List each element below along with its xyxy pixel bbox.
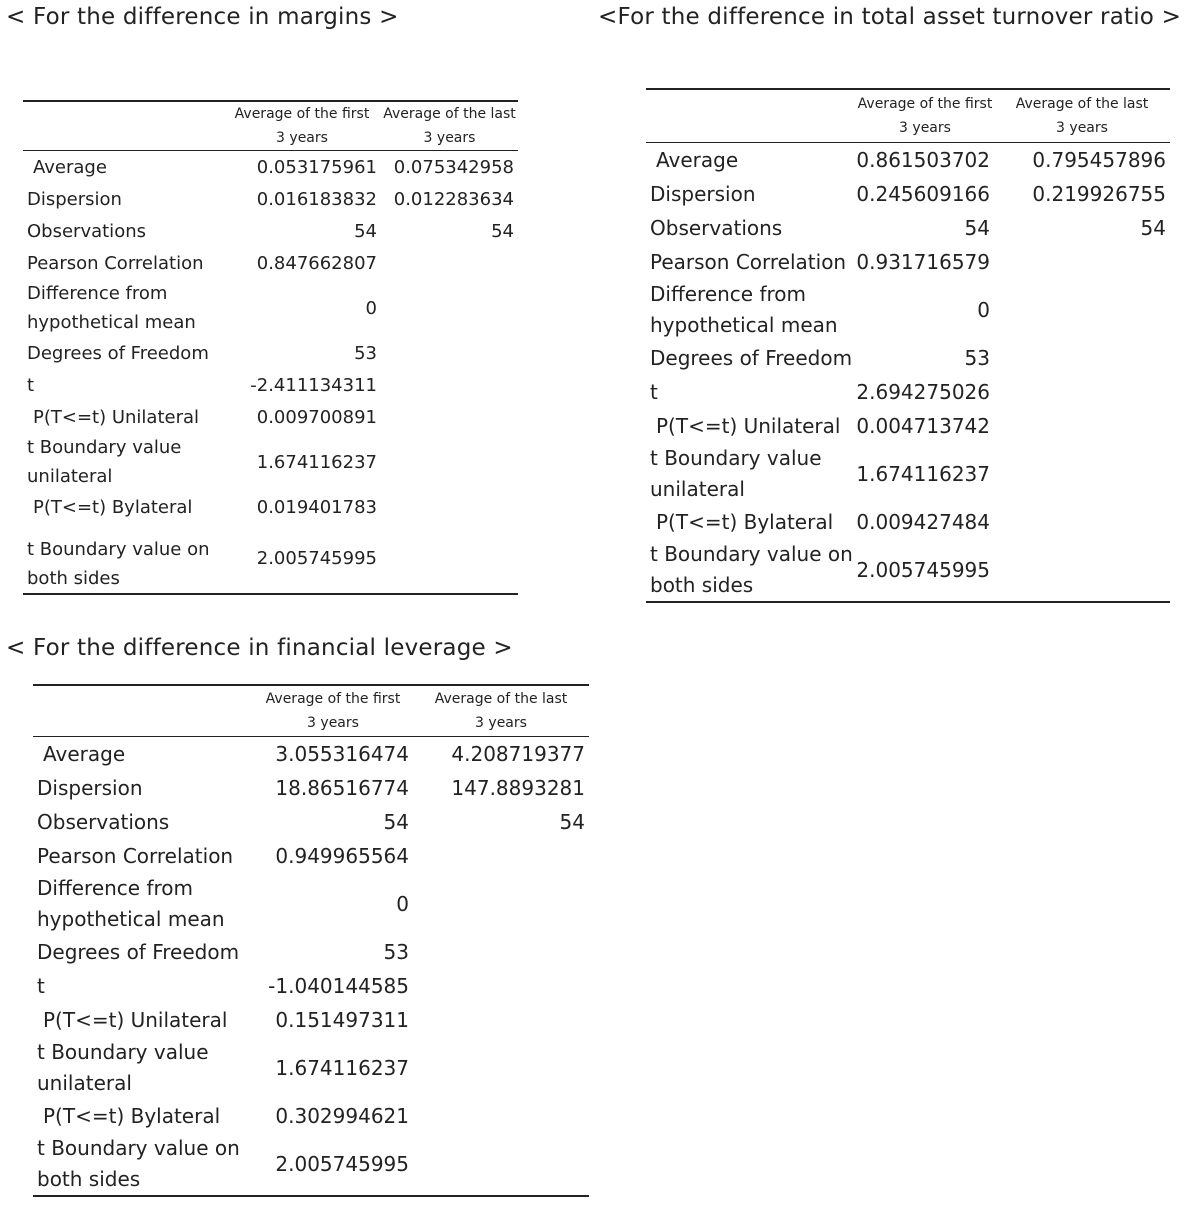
dof-value-last (413, 935, 589, 969)
diff-hyp-value-last (413, 873, 589, 935)
p-unilateral-value-first: 0.004713742 (856, 413, 990, 438)
row-t-boundary-both (33, 1133, 589, 1196)
observations-value-first: 54 (383, 809, 409, 834)
p-bylateral-value-first: 0.009427484 (856, 509, 990, 534)
row-observations (23, 215, 518, 247)
diff-hyp-label: Difference from hypothetical mean (650, 282, 838, 337)
average-value-first: 0.861503702 (856, 147, 990, 172)
row-average (23, 151, 518, 184)
dof-label: Degrees of Freedom (650, 345, 853, 370)
dispersion-value-first: 18.86516774 (275, 775, 409, 800)
diff-hyp-value-first: 0 (365, 297, 377, 319)
row-t (33, 969, 589, 1003)
row-average (33, 737, 589, 772)
header-last-3-years: Average of the last 3 years (434, 691, 568, 731)
row-observations (646, 211, 1170, 245)
observations-value-last: 54 (1140, 215, 1166, 240)
heading-turnover: <For the difference in total asset turnover ratio > (598, 4, 1182, 30)
t-boundary-both-value-last (413, 1133, 589, 1196)
observations-value-last: 54 (491, 220, 514, 242)
dispersion-value-last: 0.012283634 (393, 188, 514, 210)
row-p-bylateral (33, 1099, 589, 1133)
t-boundary-unilateral-value-last (381, 433, 518, 491)
dispersion-value-first: 0.016183832 (256, 188, 377, 210)
p-bylateral-value-last (994, 505, 1170, 539)
row-t-boundary-unilateral (646, 443, 1170, 505)
t-boundary-both-value-first: 2.005745995 (275, 1151, 409, 1176)
t-boundary-unilateral-value-last (994, 443, 1170, 505)
t-label: t (650, 379, 658, 404)
t-boundary-both-label: t Boundary value on both sides (650, 542, 853, 597)
p-unilateral-label: P(T<=t) Unilateral (43, 1007, 228, 1032)
p-bylateral-value-first: 0.302994621 (275, 1103, 409, 1128)
t-boundary-both-label: t Boundary value on both sides (27, 539, 210, 589)
header-blank (23, 101, 223, 151)
dof-label: Degrees of Freedom (37, 939, 240, 964)
dof-value-first: 53 (383, 939, 409, 964)
pearson-value-last (381, 247, 518, 279)
p-unilateral-label: P(T<=t) Unilateral (656, 413, 841, 438)
row-t-boundary-unilateral (23, 433, 518, 491)
row-diff-hyp (23, 279, 518, 337)
t-value-last (994, 375, 1170, 409)
average-label: Average (33, 156, 107, 178)
heading-leverage: < For the difference in financial leverage > (6, 635, 513, 661)
turnover-table (646, 88, 1170, 603)
row-t (23, 369, 518, 401)
row-dof (33, 935, 589, 969)
t-boundary-unilateral-label: t Boundary value unilateral (37, 1040, 209, 1095)
pearson-label: Pearson Correlation (650, 249, 847, 274)
dispersion-label: Dispersion (37, 775, 143, 800)
diff-hyp-value-last (381, 279, 518, 337)
diff-hyp-value-first: 0 (977, 297, 990, 322)
row-dof (646, 341, 1170, 375)
p-unilateral-value-last (413, 1003, 589, 1037)
observations-value-last: 54 (559, 809, 585, 834)
pearson-value-last (994, 245, 1170, 279)
header-first-3-years: Average of the first 3 years (265, 691, 401, 731)
t-boundary-unilateral-value-first: 1.674116237 (275, 1055, 409, 1080)
row-t-boundary-both (646, 539, 1170, 602)
dispersion-label: Dispersion (650, 181, 756, 206)
p-bylateral-label: P(T<=t) Bylateral (33, 496, 193, 518)
t-boundary-both-value-last (994, 539, 1170, 602)
t-value-first: 2.694275026 (856, 379, 990, 404)
row-observations (33, 805, 589, 839)
row-p-unilateral (33, 1003, 589, 1037)
t-boundary-both-value-first: 2.005745995 (856, 557, 990, 582)
header-last-3-years: Average of the last 3 years (1015, 96, 1149, 136)
row-t-boundary-unilateral (33, 1037, 589, 1099)
t-value-last (413, 969, 589, 1003)
row-p-bylateral (23, 491, 518, 523)
row-t-boundary-both (23, 523, 518, 594)
p-unilateral-label: P(T<=t) Unilateral (33, 406, 200, 428)
t-boundary-unilateral-label: t Boundary value unilateral (27, 437, 182, 487)
average-value-first: 3.055316474 (275, 741, 409, 766)
margins-table (23, 100, 518, 595)
t-boundary-unilateral-value-first: 1.674116237 (856, 461, 990, 486)
p-bylateral-value-last (413, 1099, 589, 1133)
heading-margins: < For the difference in margins > (6, 4, 399, 30)
t-boundary-both-value-first: 2.005745995 (256, 547, 377, 569)
p-unilateral-value-first: 0.151497311 (275, 1007, 409, 1032)
p-bylateral-label: P(T<=t) Bylateral (656, 509, 834, 534)
t-boundary-both-label: t Boundary value on both sides (37, 1136, 240, 1191)
diff-hyp-value-first: 0 (396, 891, 409, 916)
average-label: Average (656, 147, 739, 172)
header-row (23, 101, 518, 151)
row-p-unilateral (23, 401, 518, 433)
dof-value-last (994, 341, 1170, 375)
pearson-value-first: 0.931716579 (856, 249, 990, 274)
t-boundary-unilateral-value-last (413, 1037, 589, 1099)
leverage-table (33, 684, 589, 1197)
t-label: t (37, 973, 45, 998)
average-value-first: 0.053175961 (256, 156, 377, 178)
row-dispersion (646, 177, 1170, 211)
p-bylateral-label: P(T<=t) Bylateral (43, 1103, 221, 1128)
t-boundary-unilateral-label: t Boundary value unilateral (650, 446, 822, 501)
observations-label: Observations (27, 220, 146, 242)
t-boundary-unilateral-value-first: 1.674116237 (256, 451, 377, 473)
average-value-last: 4.208719377 (451, 741, 585, 766)
average-value-last: 0.075342958 (393, 156, 514, 178)
observations-label: Observations (37, 809, 170, 834)
dispersion-value-last: 0.219926755 (1032, 181, 1166, 206)
p-unilateral-value-first: 0.009700891 (256, 406, 377, 428)
p-unilateral-value-last (994, 409, 1170, 443)
pearson-value-first: 0.949965564 (275, 843, 409, 868)
dof-value-first: 53 (964, 345, 990, 370)
average-label: Average (43, 741, 126, 766)
row-pearson (646, 245, 1170, 279)
row-dispersion (33, 771, 589, 805)
p-unilateral-value-last (381, 401, 518, 433)
dispersion-value-first: 0.245609166 (856, 181, 990, 206)
dispersion-label: Dispersion (27, 188, 122, 210)
pearson-label: Pearson Correlation (27, 252, 204, 274)
t-value-first: -1.040144585 (268, 973, 409, 998)
row-t (646, 375, 1170, 409)
t-value-first: -2.411134311 (250, 374, 377, 396)
dof-label: Degrees of Freedom (27, 342, 209, 364)
t-value-last (381, 369, 518, 401)
diff-hyp-label: Difference from hypothetical mean (27, 283, 196, 333)
observations-value-first: 54 (964, 215, 990, 240)
pearson-label: Pearson Correlation (37, 843, 234, 868)
dof-value-first: 53 (354, 342, 377, 364)
observations-value-first: 54 (354, 220, 377, 242)
header-last-3-years: Average of the last 3 years (383, 106, 516, 146)
row-average (646, 143, 1170, 178)
average-value-last: 0.795457896 (1032, 147, 1166, 172)
row-p-unilateral (646, 409, 1170, 443)
header-row (33, 685, 589, 737)
row-diff-hyp (33, 873, 589, 935)
header-first-3-years: Average of the first 3 years (857, 96, 993, 136)
t-boundary-both-value-last (381, 523, 518, 594)
row-pearson (33, 839, 589, 873)
header-blank (33, 685, 253, 737)
header-blank (646, 89, 856, 143)
pearson-value-last (413, 839, 589, 873)
row-p-bylateral (646, 505, 1170, 539)
dof-value-last (381, 337, 518, 369)
row-dof (23, 337, 518, 369)
header-first-3-years: Average of the first 3 years (234, 106, 370, 146)
header-row (646, 89, 1170, 143)
pearson-value-first: 0.847662807 (256, 252, 377, 274)
diff-hyp-label: Difference from hypothetical mean (37, 876, 225, 931)
row-dispersion (23, 183, 518, 215)
diff-hyp-value-last (994, 279, 1170, 341)
p-bylateral-value-last (381, 491, 518, 523)
t-label: t (27, 374, 35, 396)
p-bylateral-value-first: 0.019401783 (256, 496, 377, 518)
observations-label: Observations (650, 215, 783, 240)
dispersion-value-last: 147.8893281 (451, 775, 585, 800)
row-diff-hyp (646, 279, 1170, 341)
row-pearson (23, 247, 518, 279)
